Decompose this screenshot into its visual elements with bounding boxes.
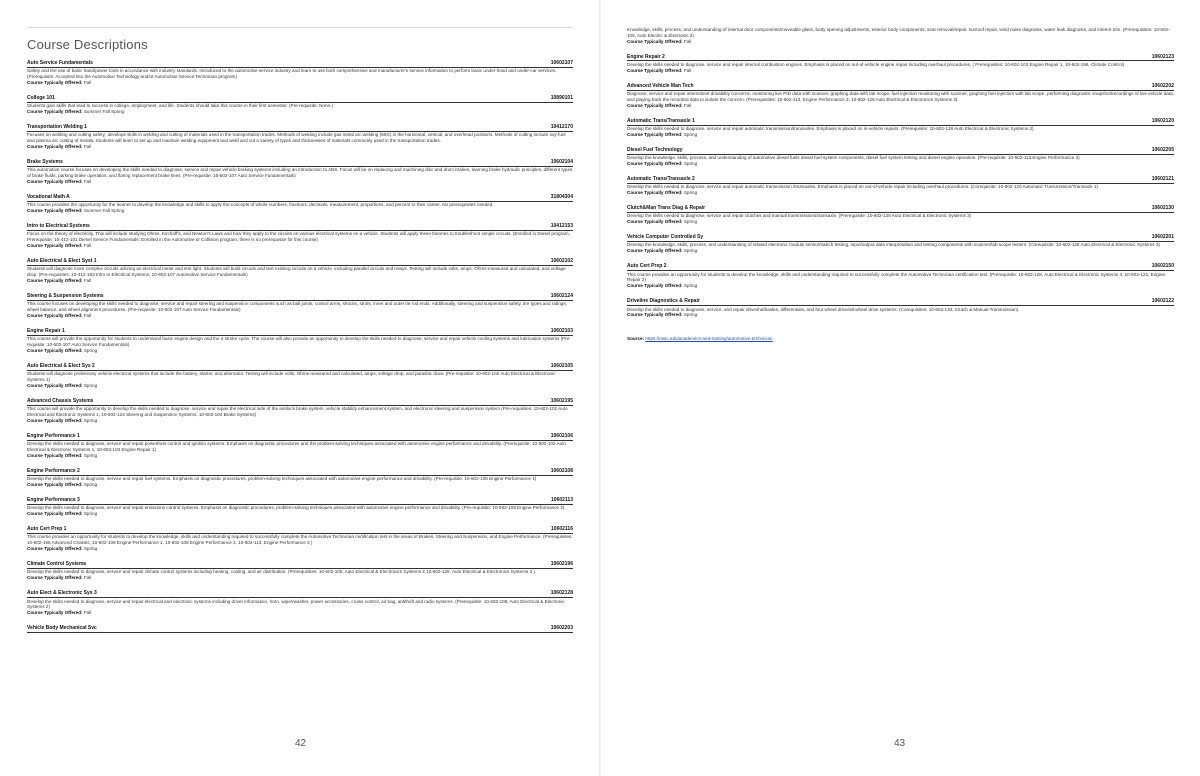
offered-value: Fall: [83, 313, 92, 319]
offered-value: Spring: [683, 219, 698, 225]
offered-label: Course Typically Offered:: [27, 383, 83, 389]
offered-label: Course Typically Offered:: [627, 248, 683, 254]
course-code: 10412170: [550, 124, 573, 131]
course-offered: [627, 248, 1174, 254]
course-title: Clutch&Man Trans Diag & Repair: [627, 205, 706, 212]
course-header: [627, 176, 1174, 184]
offered-label: Course Typically Offered:: [627, 219, 683, 225]
course-offered: [27, 511, 573, 517]
course-offered: [27, 418, 573, 424]
course-entry: [27, 526, 573, 552]
offered-value: Summer Fall Spring: [83, 208, 125, 214]
course-entry: [27, 95, 573, 115]
course-header: [627, 147, 1174, 155]
course-description: Develop the skills needed to diagnose, service, and repair driveshaft/axles, differentials, and four wheel drive/all-wheel drive systems. (Corequisites: 10-602-130, Clutch & Manual Transmission): [627, 306, 1019, 312]
course-code: 10602104: [550, 159, 573, 166]
course-header: [27, 363, 573, 371]
course-offered: [627, 219, 1174, 225]
course-header: [27, 590, 573, 598]
offered-label: Course Typically Offered:: [627, 190, 683, 196]
course-title: Advanced Chassis Systems: [27, 398, 94, 405]
course-offered: [27, 453, 573, 459]
course-entry: [27, 159, 573, 185]
course-offered: [27, 243, 573, 249]
course-title: Automatic Trans/Transaxle 1: [627, 118, 695, 124]
offered-value: Fall: [83, 575, 92, 581]
course-description: Develop the skills needed to diagnose, service and repair automatic transmission./transaxles. Emphasis is placed on out-of-vehicle repair including overhaul procedures. (Corequisite: 10-602-120 Automatic Transmission/Transaxle 1): [627, 184, 1098, 190]
course-title: Climate Control Systems: [27, 561, 87, 568]
course-code: 10412153: [550, 223, 573, 230]
course-code: 10602105: [550, 363, 573, 370]
offered-label: Course Typically Offered:: [27, 278, 83, 284]
offered-value: Fall: [83, 243, 92, 249]
course-code: 10602108: [550, 468, 573, 475]
course-entry: [27, 328, 573, 354]
course-offered: [27, 383, 573, 389]
course-header: [27, 293, 573, 301]
course-title: Brake Systems: [27, 159, 63, 166]
course-entry: [27, 590, 573, 616]
course-entry: [27, 363, 573, 389]
course-code: 10602120: [1151, 118, 1174, 124]
course-title: Advanced Vehicle Man Tech: [627, 83, 694, 89]
offered-label: Course Typically Offered:: [27, 482, 83, 488]
course-header: [627, 205, 1174, 213]
course-description: Develop the skills needed to diagnose, service and repair powertrain control and ignition systems. Emphasis on diagnostic procedures and the problem-solving techniques associated with automotive engine performance and drivability. (Prerequisite: 10-602-102 Auto Electrical & Electronic Systems 1, 10-602-103 Engine Repair 1): [27, 441, 566, 453]
course-description: Develop the knowledge, skills, process, and understanding of related electronic module sensor/switch testing, input/output data interpretation and testing components with scanner/lab scope testers. (Corequisite: 10-602-128 Auto Electrical & Electronic Systems 3): [627, 242, 1160, 248]
course-entry: [27, 60, 573, 86]
course-title: Engine Performance 1: [27, 433, 80, 440]
offered-label: Course Typically Offered:: [627, 102, 683, 108]
course-title: College 101: [27, 95, 55, 101]
offered-value: Summer Fall Spring: [83, 109, 125, 114]
offered-label: Course Typically Offered:: [27, 79, 83, 85]
offered-label: Course Typically Offered:: [27, 179, 83, 184]
course-entry: [627, 118, 1174, 138]
course-header: [27, 561, 573, 569]
course-header: [627, 118, 1174, 126]
page-right: [600, 0, 1200, 776]
course-entry: [27, 398, 573, 424]
course-description: Diagnose, service and repair intermittent drivability concerns, monitoring live PID data with scanner, graphing data with lab scope, fuel injection monitoring with scanner, graphing fuel injectors with lab scope, performing diagnostic snapshot/recordings of live vehicle data, and playing back the recorded data to isolate the concern. (Prerequisites: 10-602-113, Engine Performance 3; 10-602-128 Auto Electrical & Electronics Systems 3): [627, 91, 1174, 102]
offered-value: Fall: [83, 179, 92, 184]
course-offered: [27, 179, 573, 185]
course-description: Develop the skills needed to diagnose, service and repair climate control systems including heating, cooling, and air distribution. (Prerequisites: 10-602-105, Auto Electrical & Electronics Systems 2,10-602-128, Auto Electrical & Electronics Systems 3 ): [27, 569, 535, 575]
course-code: 10602113: [551, 497, 573, 504]
course-title: Steering & Suspension Systems: [27, 293, 104, 300]
course-header: [27, 468, 573, 476]
source-line: [627, 336, 1174, 342]
course-header: [27, 194, 573, 202]
offered-label: Course Typically Offered:: [27, 418, 83, 424]
course-title: Vehicle Body Mechanical Svc: [27, 625, 97, 632]
course-title: Vocational Math A: [27, 194, 70, 201]
course-description: Students will diagnose more complex circuits utilizing an electrical meter and test light. Students will build circuits and test existing circuits on a vehicle, including parallel circuits and relays. Testing will include volts, amps, Ohms-measured and calculated, and voltage drop. (Pre-requisites: 10-412-153 Intro to Electrical Systems, 10-602-107 Automotive Service Fundamentals): [27, 266, 566, 278]
course-code: 10602130: [1151, 205, 1174, 212]
course-header: [627, 83, 1174, 91]
course-description: Focus on the theory of electricity. This will include studying Ohms, Kirchoff's, and Newton's Laws and how they apply to the circuits on various electrical systems on a vehicle. Students will apply these theories to troubleshoot simple circuits. (Enrolled in Diesel program, Prerequisite: 10-412-101 Diesel Service Fundamentals; Enrolled in the Automotive or Collision program, there is no prerequisite for this course): [27, 231, 570, 243]
course-header: [627, 263, 1174, 271]
course-code: 10602123: [1151, 53, 1174, 60]
carryover-description: Knowledge, skills, process, and understanding of internal door components/moveable glass, body opening adjustments, exterior body components, seat removal/repair, sunroof repair, wind noise diagnosis, water leak diagnosis, and interior trim. (Prerequisites: 10-602-105, Auto Electric & Electronic 2): [627, 27, 1170, 38]
course-code: 10602103: [550, 328, 573, 335]
course-header: [27, 328, 573, 336]
course-offered: [627, 190, 1174, 196]
offered-value: Fall: [83, 144, 92, 149]
course-description: Develop the skills needed to diagnose, service and repair emissions control systems. Emphasis on diagnostic procedures, problem-solving techniques associated with automotive engine performance and drivability. (Pre-requisite: 10-602-108 Engine Performance 2): [27, 505, 565, 511]
course-entry: [27, 258, 573, 284]
offered-value: Fall: [683, 38, 692, 44]
offered-label: Course Typically Offered:: [27, 546, 83, 552]
course-code: 10602107: [550, 60, 573, 66]
course-list-right: [627, 27, 1174, 342]
offered-label: Course Typically Offered:: [27, 511, 83, 517]
course-title: Engine Performance 2: [27, 468, 80, 475]
course-header: [27, 95, 573, 103]
course-offered: [27, 80, 573, 86]
course-offered: [627, 161, 1174, 167]
course-title: Auto Cert Prep 1: [27, 526, 67, 533]
course-entry: [627, 263, 1174, 289]
course-description: Develop the skills needed to diagnose, service and repair internal combustion engines. Emphasis is placed on out-of-vehicle engine repair including overhaul procedures. ( Prerequisites: 10-602-103 Engine Repair 1, 10-602-196, Climate Control): [627, 62, 1125, 67]
course-offered: [27, 482, 573, 488]
offered-label: Course Typically Offered:: [27, 313, 83, 319]
course-title: Intro to Electrical Systems: [27, 223, 90, 230]
offered-label: Course Typically Offered:: [27, 348, 83, 354]
page-heading: Course Descriptions: [27, 37, 148, 52]
carryover-offered: [627, 39, 1174, 45]
offered-value: Fall: [83, 278, 92, 284]
course-description: This automotive course focuses on developing the skills needed to diagnose, service and repair vehicle braking systems including an introduction to ABS. Focus will be on replacing and machining disc and drum brakes, learning brake hydraulic principles, different types of brake fluids, parking brake operation, and flaring replacement brake lines. (Pre-requisite: 10-602-107 Auto Service Fundamentals): [27, 167, 573, 179]
course-header: [27, 223, 573, 231]
offered-value: Spring: [683, 248, 698, 254]
course-entry: [27, 468, 573, 488]
offered-value: Fall: [83, 610, 92, 616]
offered-label: Course Typically Offered:: [627, 312, 683, 318]
course-title: Diesel Fuel Technology: [627, 147, 683, 154]
offered-value: Fall: [83, 79, 92, 85]
offered-value: Spring: [83, 383, 98, 389]
course-header: [27, 398, 573, 406]
course-code: 10602106: [550, 433, 573, 440]
offered-value: Spring: [83, 348, 98, 354]
course-offered: [27, 575, 573, 581]
course-entry: [627, 176, 1174, 196]
course-offered: [27, 109, 573, 115]
course-description: Students gain skills that lead to success in college, employment, and life. Students should take this course in their first semester. (Pre-requisite: None.): [27, 103, 333, 109]
source-link[interactable]: https://nwtc.edu/academics-and-training/automotive-technician: [645, 336, 773, 342]
course-code: 10602102: [550, 258, 573, 265]
course-entry: [27, 223, 573, 249]
course-offered: [27, 313, 573, 319]
course-code: 10602150: [1151, 263, 1174, 270]
course-code: 10602196: [550, 561, 573, 568]
offered-label: Course Typically Offered:: [27, 144, 83, 149]
course-entry: [27, 497, 573, 517]
course-entry: [27, 561, 573, 581]
offered-value: Spring: [83, 511, 98, 517]
course-code: 31804304: [550, 194, 573, 201]
offered-label: Course Typically Offered:: [27, 243, 83, 249]
offered-label: Course Typically Offered:: [27, 453, 83, 459]
course-description: Develop the skills needed to diagnose, service and repair electrical and electronic systems including driver information, horn, wiper/washer, power accessories, cruise control, air bag, antitheft and radio systems. (Prerequisite: 10-602-105, Auto Electrical & Electronic Systems 2): [27, 598, 565, 610]
course-entry: [627, 83, 1174, 109]
course-code: 10602202: [1151, 83, 1174, 89]
page-number-right: 43: [894, 738, 906, 749]
course-description: This course will provide the opportunity for students to understand basic engine design and the 4 stroke cycle. The course will also provide an opportunity to develop the skills needed to diagnose, service and repair vehicle cooling systems and lubrication systems (Pre-requisite: 10-602-107 Auto Service Fundamentals): [27, 336, 571, 348]
course-header: [27, 526, 573, 534]
course-entry: [627, 205, 1174, 225]
course-offered: [27, 208, 573, 214]
course-header: [27, 433, 573, 441]
offered-label: Course Typically Offered:: [627, 67, 683, 73]
offered-label: Course Typically Offered:: [27, 208, 83, 214]
course-title: Engine Repair 1: [27, 328, 65, 335]
course-description: This course provides an opportunity for students to develop the knowledge, skills and understanding required to successfully complete the Automotive Technician certification test. (Prerequisite: 10-602-128, Auto Electrical & Electronic Systems 3, 10-602-123, Engine Repair 2): [627, 271, 1165, 283]
offered-label: Course Typically Offered:: [27, 575, 83, 581]
offered-value: Spring: [83, 546, 98, 552]
course-title: Auto Electrical & Elect Syst 1: [27, 258, 97, 265]
course-description: Develop the knowledge, skills, process, and understanding of automotive diesel fuels diesel fuel system components, diesel fuel system testing and diesel engine operation. (Pre-requisite: 10-602-113 Engine Performance 3): [627, 155, 1080, 161]
offered-value: Spring: [683, 132, 698, 137]
course-entry: [27, 433, 573, 459]
offered-value: Spring: [683, 190, 698, 196]
course-description: Focuses on welding and cutting safety; develops skills in welding and cutting of materials used in the transportation trades. Methods of welding include gas metal arc welding (MIG) in the horizontal, vertical, and overhead positions. Methods of cutting include oxy-fuel and plasma arc cutting of metals. Students will learn to set up and maintain welding equipment and weld and cut a variety of types and thicknesses of materials commonly used in the transportation trades.: [27, 132, 566, 144]
course-entry: [27, 124, 573, 150]
course-entry: [627, 54, 1174, 74]
offered-label: Course Typically Offered:: [627, 132, 683, 137]
course-offered: [627, 68, 1174, 74]
offered-label: Course Typically Offered:: [627, 38, 683, 44]
course-entry: [627, 147, 1174, 167]
course-title: Auto Elect & Electronic Sys 3: [27, 590, 97, 597]
course-title: Auto Electrical & Elect Sys 2: [27, 363, 95, 370]
course-entry: [27, 293, 573, 319]
course-header: [627, 234, 1174, 242]
course-header: [627, 54, 1174, 62]
offered-label: Course Typically Offered:: [27, 610, 83, 616]
course-header: [27, 258, 573, 266]
course-offered: [627, 283, 1174, 289]
course-entry: [27, 194, 573, 214]
course-description: Safety and the use of basic hand/power tools in accordance with industry standards. Introduced to the automotive service industry and learn to use both comprehensive and manufacturer's service information to perform basic under-hood and under-car services. (Prerequisite: Accepted into the Automotive Technology and/or Automotive Service Technician program): [27, 68, 557, 79]
course-offered: [27, 546, 573, 552]
course-entry: [627, 234, 1174, 254]
course-code: 10890101: [550, 95, 573, 101]
course-description: This course provides an opportunity for students to develop the knowledge, skills and understanding required to successfully complete the Automotive Technician certification test in the areas of Brakes, Steering and Suspension, and Engine Performance. (Prerequisites: 10-602-195 Advanced Chassis, 10-602-106 Engine Performance 1, 10-602-108 Engine Performance 2, 10-602-113, Engine Performance 3 ): [27, 534, 573, 546]
offered-value: Spring: [683, 312, 698, 318]
source-label: Source:: [627, 336, 645, 342]
course-description: Students will diagnose preliminary vehicle electrical systems that include the battery, starter, and alternator. Testing will include volts, Ohms-measured and calculated, amps, voltage drop, and parasitic draw. (Pre-requisite: 10-602-102 Auto Electrical & Electronic Systems 1): [27, 371, 556, 383]
course-description: This course will provide the opportunity to develop the skills needed to diagnose, service and repair the electrical side of the antilock brake system, vehicle stability enhancement system, and electronic steering and suspension system (Pre-requisites: 10-602-102 Auto Electrical and Electronic Systems 1, 10-602-124 Steering and Suspension Systems, 10-602-104 Brake Systems): [27, 406, 568, 418]
course-header: [627, 298, 1174, 306]
course-header: [27, 60, 573, 68]
course-title: Vehicle Computer Controlled Sy: [627, 234, 704, 241]
course-code: 10602124: [550, 293, 573, 300]
course-offered: [627, 132, 1174, 138]
course-description: Develop the skills needed to diagnose, service and repair fuel systems. Emphasis on diagnostic procedures, problem-solving techniques associated with automotive engine performance and drivability. (Pre-requisite: 10-602-106 Engine Performance 1): [27, 476, 537, 482]
offered-value: Spring: [83, 482, 98, 488]
course-description: This course focuses on developing the skills needed to diagnose, service and repair steering and suspension components such as ball joints, control arms, shocks, struts, inner and outer tie rod ends. Additionally, steering and suspension safety, tire types and ratings, wheel balance, and wheel alignment procedures. (Pre-requisite: 10-602-107 Auto Service Fundamentals): [27, 301, 567, 313]
offered-value: Spring: [83, 453, 98, 459]
course-code: 10602203: [550, 625, 573, 632]
course-offered: [27, 144, 573, 150]
course-title: Engine Repair 2: [627, 53, 665, 60]
course-offered: [27, 610, 573, 616]
course-title: Driveline Diagnostics & Repair: [627, 298, 700, 305]
course-code: 10602116: [551, 526, 573, 533]
course-description: Develop the skills needed to diagnose, service and repair automatic transmission/transaxles. Emphasis is placed on in-vehicle repairs. (Prerequisite: 10-602-128 Auto Electrical & Electronic Systems 3): [627, 126, 1034, 132]
right-courses: [627, 54, 1174, 318]
offered-value: Spring: [83, 418, 98, 424]
course-title: Engine Performance 3: [27, 497, 80, 504]
offered-value: Fall: [683, 102, 692, 108]
course-header: [27, 159, 573, 167]
course-title: Auto Cert Prep 2: [627, 263, 667, 270]
top-divider: [27, 27, 573, 28]
course-title: Transportation Welding 1: [27, 124, 87, 131]
course-description: Develop the skills needed to diagnose, service and repair clutches and manual transmissions/transaxle. (Prerequisite: 10-602-128 Auto Electrical & Electronic Systems 3): [627, 213, 972, 219]
course-offered: [627, 312, 1174, 318]
course-code: 10602121: [1151, 176, 1174, 183]
offered-label: Course Typically Offered:: [27, 109, 83, 114]
course-offered: [27, 278, 573, 284]
course-code: 10602201: [1151, 234, 1174, 241]
course-offered: [627, 103, 1174, 109]
offered-value: Spring: [683, 283, 698, 289]
course-code: 10602128: [550, 590, 573, 597]
offered-value: Spring: [683, 161, 698, 167]
course-code: 10602205: [1151, 147, 1174, 154]
course-list-left: [27, 60, 573, 642]
course-header: [27, 124, 573, 132]
offered-value: Fall: [683, 67, 692, 73]
course-header: [27, 625, 573, 633]
offered-label: Course Typically Offered:: [627, 283, 683, 289]
offered-label: Course Typically Offered:: [627, 161, 683, 167]
course-code: 10602122: [1151, 298, 1174, 305]
page-number-left: 42: [295, 738, 307, 749]
course-offered: [27, 348, 573, 354]
course-title: Automatic Trans/Transaxle 2: [627, 176, 695, 183]
course-entry: [27, 625, 573, 633]
course-code: 10602195: [550, 398, 573, 405]
course-description: This course provides the opportunity for the learner to develop the knowledge and skills to apply the concepts of whole numbers, fractions, decimals, measurement, proportions, and percent to their career. No prerequisites needed.: [27, 202, 494, 208]
course-title: Auto Service Fundamentals: [27, 60, 93, 66]
course-header: [27, 497, 573, 505]
course-entry: [627, 298, 1174, 318]
